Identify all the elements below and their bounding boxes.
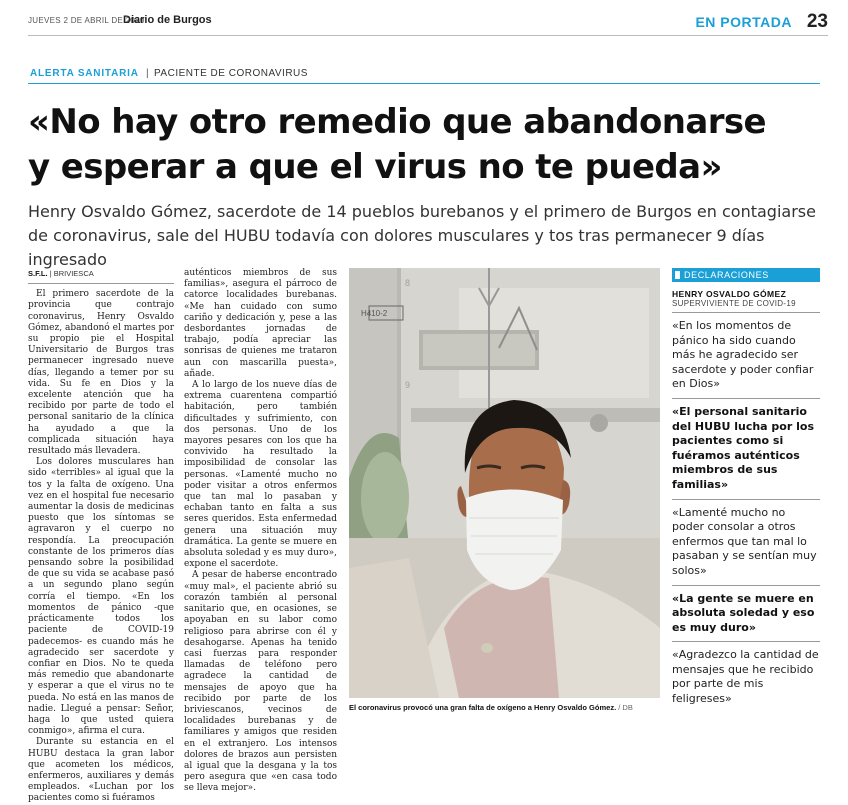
paragraph: Los dolores musculares han sido «terribles» al igual que la tos y la falta de oxígeno. Una vez en el hospital fue necesario aumentar la dosis de medicinas puesto que los síntomas se agravaron y el cuerpo no respondía. La preocupación constante de los primeros días pensando sobre la posibilidad de que su vida se acabase pasó a un segundo plano según corría el tiempo. «En los momentos de pánico -que prácticamente todos los paciente de COVID-19 padecemos- es cuando más he agradecido ser sacerdote y confiar en Dios. No te queda más remedio que abandonarte y esperar a que el virus no te pueda. No está en las manos de nadie. Llegué a pensar: Señor, haga lo que usted quiera conmigo», afirma el cura. [28,457,174,737]
photo-credit: / DB [618,703,633,712]
sidebar-tag: DECLARACIONES [672,268,820,282]
page-header [28,11,828,36]
paragraph: A pesar de haberse encontrado «muy mal», el paciente abrió su corazón también al personal sanitario que, en ocasiones, se apoyaban en su labor como religioso para abrirse con él y desahogarse. Apenas ha tenido casi fuerzas para responder llamadas de teléfono pero agradece la cantidad de mensajes de apoyo que ha recibido por parte de los briviescanos, vecinos de localidades burebanas y de familiares y amigos que residen en el extranjero. Los intensos dolores de brazos aun persisten al igual que la desgana y la tos pero asegura que «en casa todo se lleva mejor». [184,570,337,794]
article-photo [349,268,660,698]
byline-place: | BRIVIESCA [49,269,94,278]
quote-2: «El personal sanitario del HUBU lucha por los pacientes como si fuéramos auténticos miembros de sus familias» [672,405,820,500]
photo-caption [349,703,660,712]
hospital-patient-photo [349,268,660,698]
headline-line-1: «No hay otro remedio que abandonarse [28,102,766,142]
kicker-separator: | [146,68,149,79]
caption-text: El coronavirus provocó una gran falta de oxígeno a Henry Osvaldo Gómez. [349,703,617,712]
article-kicker [28,66,820,84]
byline-author: S.F.L. [28,269,48,278]
paragraph: auténticos miembros de sus familias», asegura el párroco de catorce localidades burebanas. «Me han cuidado con sumo cariño y dedicación y, pese a las desbordantes jornadas de trabajo, podía apreciar las sonrisas de quienes me trataron aun con mascarilla puesta», añade. [184,268,337,379]
sidebar-person-name: HENRY OSVALDO GÓMEZ [672,289,787,299]
quote-4: «La gente se muere en absoluta soledad y eso es muy duro» [672,592,820,643]
declarations-sidebar [672,268,820,719]
byline [28,268,174,284]
body-column-1 [28,268,174,805]
headline-line-2: y esperar a que el virus no te pueda» [28,147,722,187]
quote-5: «Agradezco la cantidad de mensajes que he recibido por parte de mis feligreses» [672,648,819,706]
page-number: 23 [806,11,828,32]
kicker-subtopic: PACIENTE DE CORONAVIRUS [154,68,308,79]
issue-date: JUEVES 2 DE ABRIL DE 2020 [28,16,145,25]
article-subheadline: Henry Osvaldo Gómez, sacerdote de 14 pueblos burebanos y el primero de Burgos en contagiarse de coronavirus, sale del HUBU todavía con dolores musculares y tos tras permanecer 9 días ingresado [28,202,816,269]
quote-1: «En los momentos de pánico ha sido cuando más he agradecido ser sacerdote y poder confiar en Dios» [672,319,820,399]
sidebar-person-role: SUPERVIVIENTE DE COVID-19 [672,299,820,313]
kicker-topic: ALERTA SANITARIA [30,68,139,79]
newspaper-name: Diario de Burgos [123,14,212,26]
paragraph: El primero sacerdote de la provincia que contrajo coronavirus, Henry Osvaldo Gómez, abandonó el martes por su propio pie el Hospital Universitario de Burgos tras permanecer ingresado nueve días, llegando a temer por su vida. Su fe en Dios y la excelente atención que ha recibido por parte de todo el personal sanitario de la clínica ha ayudado a que la complicada situación haya resultado más llevadera. [28,289,174,457]
body-column-2 [184,268,337,795]
paragraph: Durante su estancia en el HUBU destaca la gran labor que acometen los médicos, enfermeros, auxiliares y demás empleados. «Luchan por los pacientes como si fuéramos [28,737,174,804]
wall-sign: H410-2 [361,309,388,318]
section-name: EN PORTADA [695,14,792,30]
article-headline [28,100,828,190]
svg-text:8: 8 [405,278,411,288]
quote-3: «Lamenté mucho no poder consolar a otros enfermos que tan mal lo pasaban y se sentían muy solos» [672,506,820,586]
paragraph: A lo largo de los nueve días de extrema cuarentena compartió habitación, pero también dificultades y sufrimiento, con dos personas. Uno de los mayores pesares con los que ha convivido ha resultado la imposibilidad de consolar las personas. «Lamenté mucho no poder visitar a otros enfermos que tan mal lo pasaban y echaban tanto en falta a sus seres queridos. Esta enfermedad genera una situación muy dramática. La gente se muere en absoluta soledad y es muy duro», expone el sacerdote. [184,380,337,570]
svg-text:9: 9 [405,380,411,390]
